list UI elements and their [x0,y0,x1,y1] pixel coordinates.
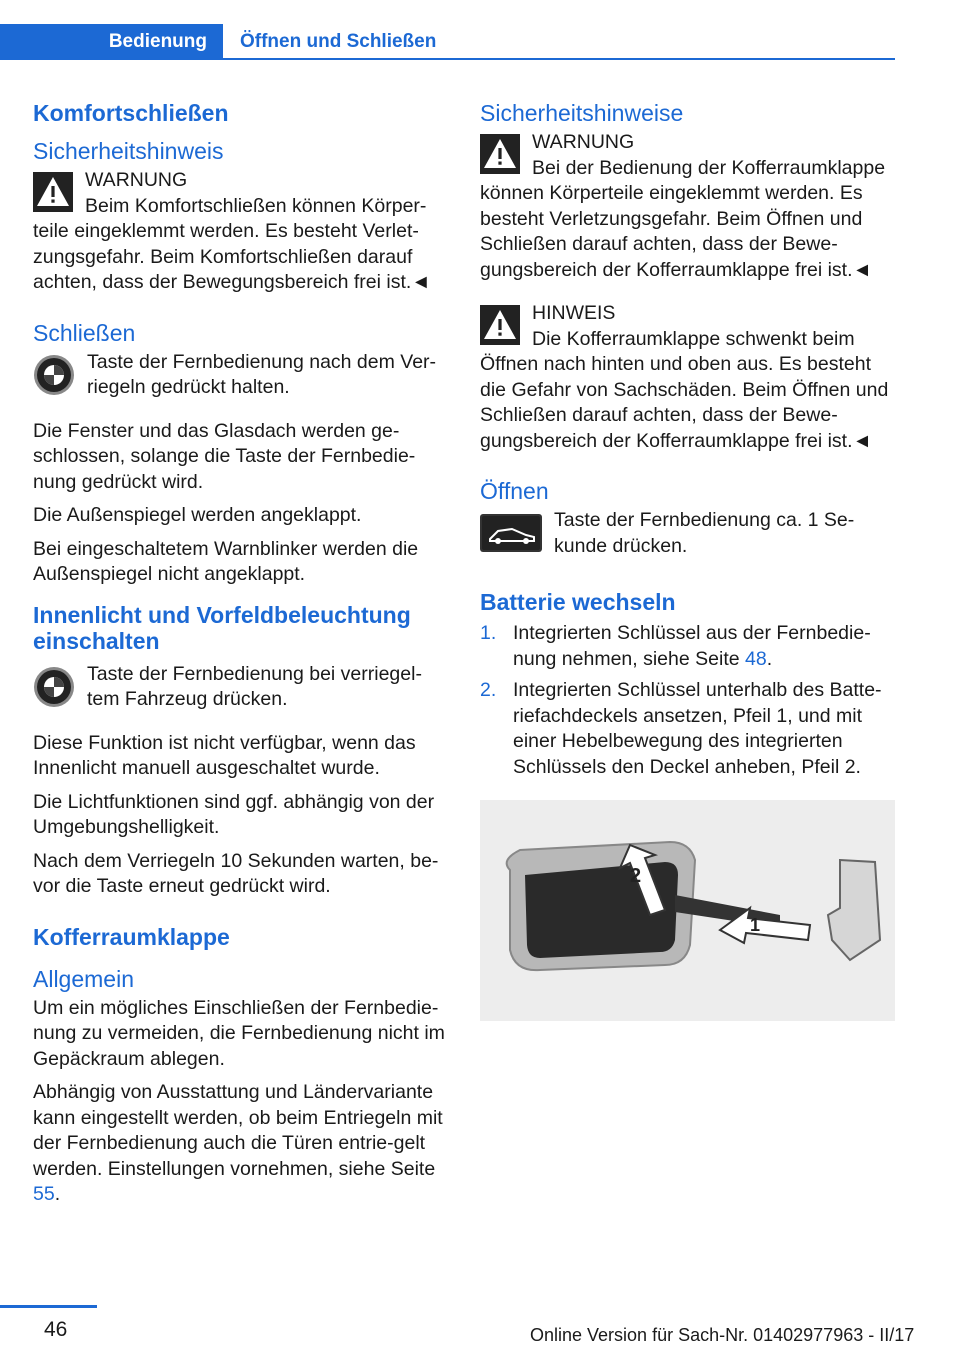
paragraph: Die Außenspiegel werden angeklappt. [33,504,362,526]
warning-triangle-icon [33,172,73,212]
warning-text: Bei der Bedienung der Kofferraumklappe können Körperteile eingeklemmt werden. Es besteht Verletzungsgefahr. Beim Öffnen und Schließen darauf achten, dass der Bewe-gungsbereich der Kofferraumklappe frei ist.◄ [480,156,886,281]
warning-block [480,130,895,283]
warning-triangle-icon [480,134,520,174]
footer-rule [0,1305,97,1308]
warning-label: WARNUNG [532,131,635,153]
list-item: 2. Integrierten Schlüssel unterhalb des Batte-riefachdeckels ansetzen, Pfeil 1, und mit einer Hebelbewegung des integrierten Schlüssels den Deckel anheben, Pfeil 2. [480,679,882,778]
page-link-48[interactable]: 48 [745,647,767,670]
bmw-logo-key-icon [33,354,75,396]
paragraph: Bei eingeschaltetem Warnblinker werden die Außenspiegel nicht angeklappt. [33,537,419,585]
paragraph: Um ein mögliches Einschließen der Fernbedie-nung zu vermeiden, die Fernbedienung nicht im Gepäckraum ablegen. [33,996,445,1070]
page-link-55[interactable]: 55 [33,1183,55,1205]
paragraph-settings: Abhängig von Ausstattung und Ländervariante kann eingestellt werden, ob beim Entriegeln mit der Fernbedienung auch die Türen entrie-gelt werden. Einstellungen vornehmen, siehe Seite 55. [33,1081,443,1205]
paragraph: Die Lichtfunktionen sind ggf. abhängig von der Umgebungshelligkeit. [33,790,435,838]
warning-text: Beim Komfortschließen können Körper-teile eingeklemmt werden. Es besteht Verlet-zungsgefahr. Beim Komfortschließen darauf achten, dass der Bewegungsbereich frei ist.◄ [33,194,431,293]
key-instruction [480,508,895,567]
notice-text: Die Kofferraumklappe schwenkt beim Öffnen nach hinten und oben aus. Es besteht die Gefahr von Sachschäden. Beim Öffnen und Schließen darauf achten, dass der Bewe-gungsbereich der Kofferraumklappe frei ist.◄ [480,327,889,452]
heading-sicherheitshinweis: Sicherheitshinweis [33,138,224,164]
heading-komfortschliessen: Komfortschließen [33,100,229,126]
notice-triangle-icon [480,305,520,345]
header-tabs [0,24,895,62]
page-number: 46 [44,1318,68,1341]
notice-label: HINWEIS [532,302,616,324]
heading-schliessen: Schließen [33,319,136,346]
paragraph: Diese Funktion ist nicht verfügbar, wenn das Innenlicht manuell ausgeschaltet wurde. [33,731,416,779]
list-item: 1. Integrierten Schlüssel aus der Fernbedie-nung nehmen, siehe Seite 48. [480,622,871,670]
paragraph: Die Fenster und das Glasdach werden ge-schlossen, solange die Taste der Fernbedie-nung gedrückt wird. [33,419,416,493]
heading-sicherheitshinweise: Sicherheitshinweise [480,100,684,126]
key-instruction [33,350,448,409]
key-instruction-text: Taste der Fernbedienung nach dem Ver-riegeln gedrückt halten. [87,350,437,398]
tab-bedienung[interactable]: Bedienung [0,24,223,60]
tab-oeffnen-schliessen[interactable]: Öffnen und Schließen [240,31,437,52]
right-column [480,98,895,1021]
warning-block [33,168,448,296]
notice-block [480,301,895,454]
heading-innenlicht: Innenlicht und Vorfeldbeleuchtung einschalten [33,601,411,654]
header-rule [223,58,895,60]
footer-version: Online Version für Sach-Nr. 01402977963 - II/17 [530,1325,915,1345]
left-column [33,98,448,1216]
key-instruction-text: Taste der Fernbedienung ca. 1 Se-kunde drücken. [554,509,855,557]
bmw-logo-key-icon [33,666,75,708]
heading-kofferraumklappe: Kofferraumklappe [33,923,230,950]
key-battery-figure [480,800,895,1021]
heading-allgemein: Allgemein [33,965,134,992]
arrow-label-1: 1 [750,915,761,935]
arrow-label-2: 2 [630,865,642,887]
paragraph: Nach dem Verriegeln 10 Sekunden warten, be-vor die Taste erneut gedrückt wird. [33,849,439,897]
key-instruction [33,662,448,721]
key-instruction-text: Taste der Fernbedienung bei verriegel-tem Fahrzeug drücken. [87,662,422,710]
heading-batterie-wechseln: Batterie wechseln [480,589,676,615]
heading-oeffnen: Öffnen [480,478,549,504]
remote-key-illustration [480,800,895,1021]
warning-label: WARNUNG [85,169,188,191]
trunk-open-key-icon [480,514,542,552]
steps-list [480,621,895,780]
